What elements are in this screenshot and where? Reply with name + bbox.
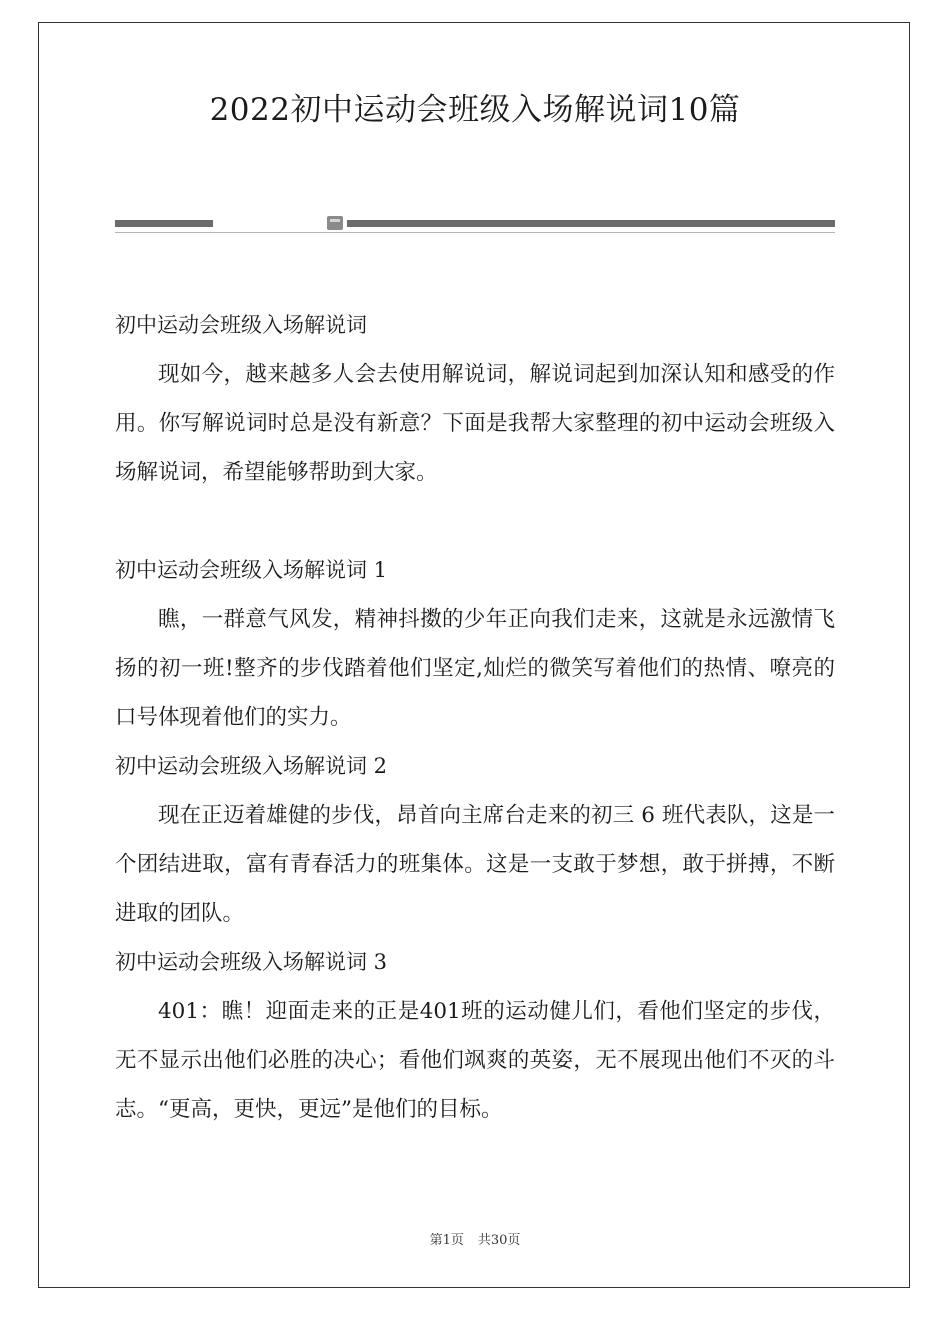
divider-bar-left xyxy=(115,220,213,227)
section-intro xyxy=(115,301,835,497)
section-heading: 初中运动会班级入场解说词 2 xyxy=(115,754,388,778)
document-title: 2022初中运动会班级入场解说词10篇 xyxy=(209,92,741,128)
title-divider xyxy=(115,210,835,236)
page-footer xyxy=(0,1232,950,1250)
divider-bar-right xyxy=(347,220,835,227)
divider-badge-icon xyxy=(327,216,343,230)
section-heading: 初中运动会班级入场解说词 3 xyxy=(115,950,388,974)
page-number-current: 第1页 xyxy=(429,1233,464,1248)
section-1 xyxy=(115,546,835,742)
section-heading: 初中运动会班级入场解说词 1 xyxy=(115,558,388,582)
section-paragraph: 瞧，一群意气风发，精神抖擞的少年正向我们走来，这就是永远激情飞扬的初一班!整齐的步伐踏着他们坚定,灿烂的微笑写着他们的热情、嘹亮的口号体现着他们的实力。 xyxy=(115,607,835,730)
document-body xyxy=(115,301,835,1134)
section-paragraph: 401：瞧！迎面走来的正是401班的运动健儿们，看他们坚定的步伐，无不显示出他们必胜的决心；看他们飒爽的英姿，无不展现出他们不灭的斗志。“更高，更快，更远”是他们的目标。 xyxy=(115,999,835,1122)
section-2 xyxy=(115,742,835,938)
section-3 xyxy=(115,938,835,1134)
section-paragraph: 现在正迈着雄健的步伐，昂首向主席台走来的初三 6 班代表队，这是一个团结进取，富有青春活力的班集体。这是一支敢于梦想，敢于拼搏，不断进取的团队。 xyxy=(115,803,835,926)
section-spacer xyxy=(115,497,835,546)
section-heading: 初中运动会班级入场解说词 xyxy=(115,313,367,337)
divider-thin-line xyxy=(115,232,835,233)
page-number-total: 共30页 xyxy=(477,1233,521,1248)
section-paragraph: 现如今，越来越多人会去使用解说词，解说词起到加深认知和感受的作用。你写解说词时总是没有新意？下面是我帮大家整理的初中运动会班级入场解说词，希望能够帮助到大家。 xyxy=(115,362,835,485)
